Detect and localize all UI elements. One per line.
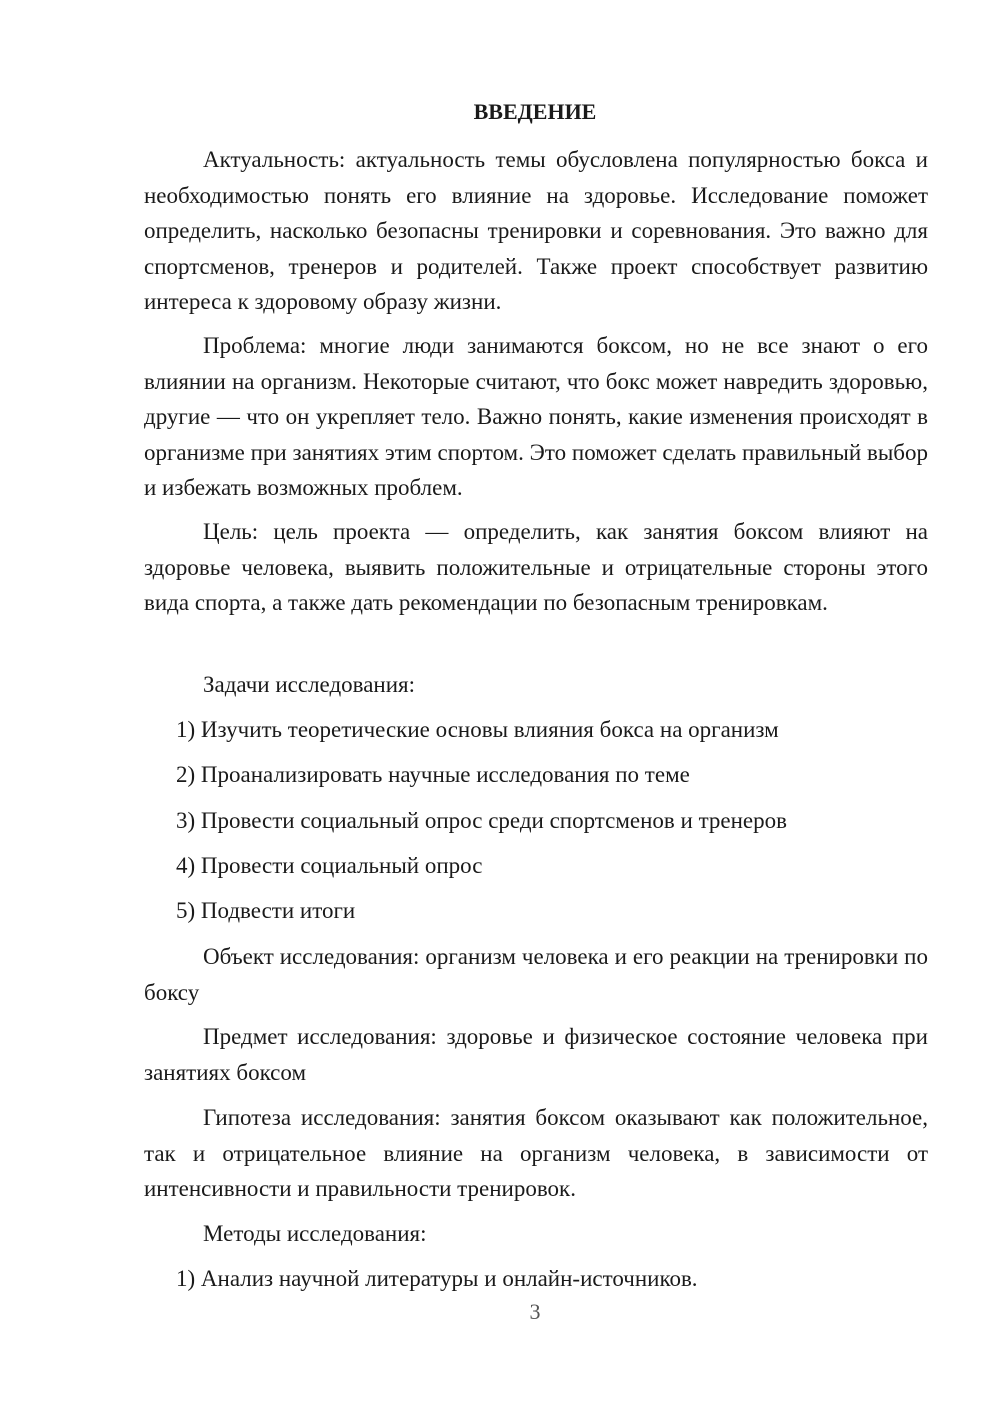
task-item: 3) Провести социальный опрос среди спортсменов и тренеров [176,808,787,833]
subject-paragraph: Предмет исследования: здоровье и физическое состояние человека при занятиях боксом [144,1024,928,1085]
problem-paragraph: Проблема: многие люди занимаются боксом, но не все знают о его влиянии на организм. Некоторые считают, что бокс может навредить здоровью, другие — что он укрепляет тело. Важно понять, какие изменения происходят в организме при занятиях этим спортом. Это поможет сделать правильный выбор и избежать возможных проблем. [144,333,928,501]
tasks-heading: Задачи исследования: [203,672,416,697]
method-item: 1) Анализ научной литературы и онлайн-источников. [176,1266,698,1291]
object-paragraph: Объект исследования: организм человека и его реакции на тренировки по боксу [144,944,928,1005]
page-number: 3 [529,1299,541,1324]
task-item: 2) Проанализировать научные исследования по теме [176,762,690,787]
task-item: 1) Изучить теоретические основы влияния бокса на организм [176,717,779,742]
methods-heading: Методы исследования: [203,1221,427,1246]
page-title: ВВЕДЕНИЕ [473,99,597,124]
relevance-paragraph: Актуальность: актуальность темы обусловлена популярностью бокса и необходимостью понять его влияние на здоровье. Исследование поможет определить, насколько безопасны тренировки и соревнования. Это важно для спортсменов, тренеров и родителей. Также проект способствует развитию интереса к здоровому образу жизни. [144,147,928,315]
task-item: 5) Подвести итоги [176,898,356,923]
task-item: 4) Провести социальный опрос [176,853,483,878]
goal-paragraph: Цель: цель проекта — определить, как занятия боксом влияют на здоровье человека, выявить положительные и отрицательные стороны этого вида спорта, а также дать рекомендации по безопасным тренировкам. [144,519,928,616]
hypothesis-paragraph: Гипотеза исследования: занятия боксом оказывают как положительное, так и отрицательное влияние на организм человека, в зависимости от интенсивности и правильности тренировок. [144,1105,928,1202]
